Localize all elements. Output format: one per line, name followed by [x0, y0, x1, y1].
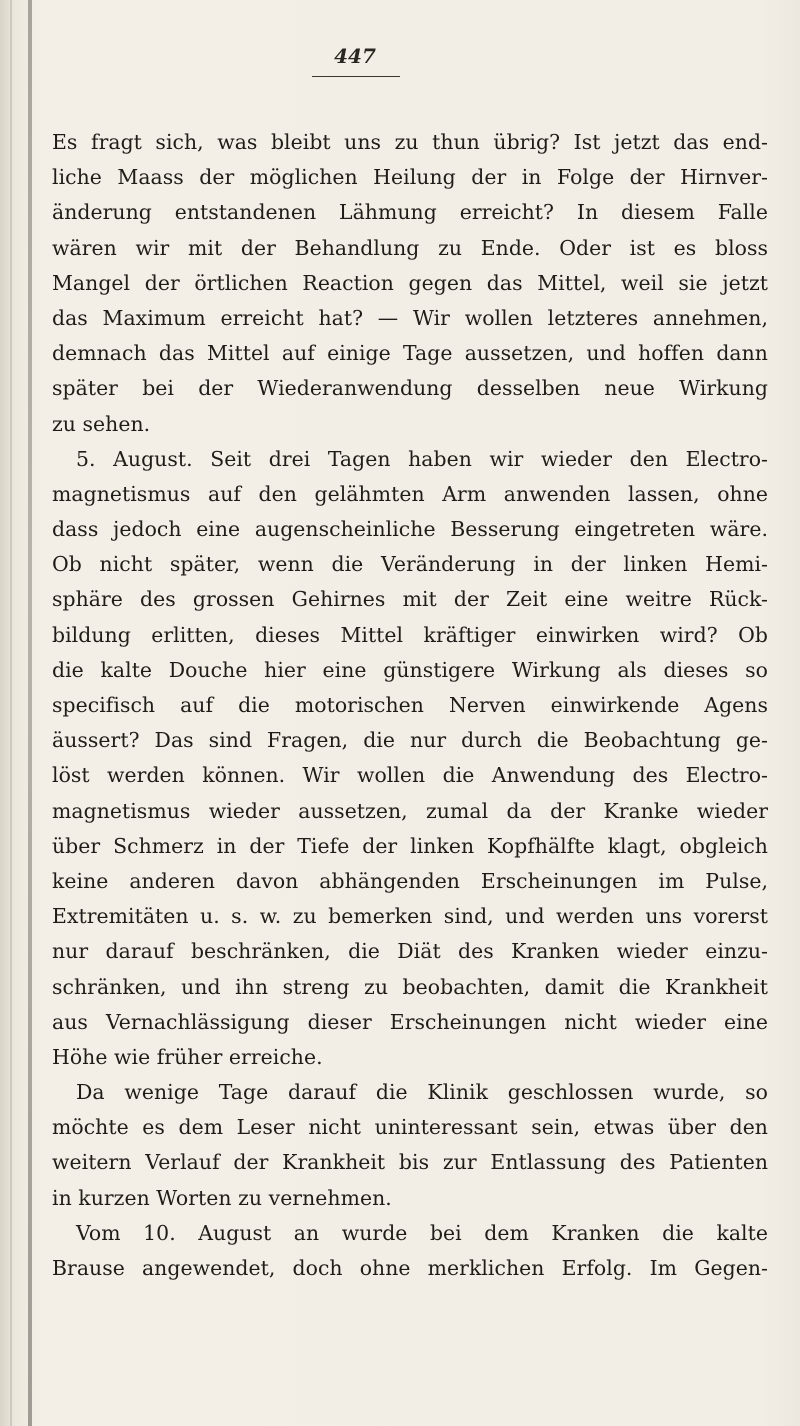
text-line: über Schmerz in der Tiefe der linken Kopfhälfte klagt, obgleich: [52, 833, 768, 858]
text-line: bildung erlitten, dieses Mittel kräftiger einwirken wird? Ob: [52, 622, 768, 647]
text-line: die kalte Douche hier eine günstigere Wirkung als dieses so: [52, 657, 768, 682]
text-line: magnetismus wieder aussetzen, zumal da der Kranke wieder: [52, 798, 768, 823]
text-line: das Maximum erreicht hat? — Wir wollen letzteres annehmen,: [52, 305, 768, 330]
text-line: äussert? Das sind Fragen, die nur durch die Beobachtung ge-: [52, 728, 768, 753]
text-line: specifisch auf die motorischen Nerven einwirkende Agens: [52, 693, 768, 717]
page-number: 447: [334, 44, 376, 68]
text-line: keine anderen davon abhängenden Erscheinungen im Pulse,: [52, 868, 768, 893]
text-line: dass jedoch eine augenscheinliche Besserung eingetreten wäre.: [52, 517, 768, 542]
text-line: demnach das Mittel auf einige Tage aussetzen, und hoffen dann: [52, 341, 768, 366]
text-line: schränken, und ihn streng zu beobachten, damit die Krankheit: [52, 974, 768, 999]
text-line: Es fragt sich, was bleibt uns zu thun übrig? Ist jetzt das end-: [52, 130, 768, 154]
text-line: später bei der Wiederanwendung desselben neue Wirkung: [52, 376, 768, 401]
text-line: Höhe wie früher erreiche.: [52, 1044, 323, 1069]
text-line: aus Vernachlässigung dieser Erscheinungen nicht wieder eine: [52, 1009, 768, 1034]
text-line: nur darauf beschränken, die Diät des Kranken wieder einzu-: [52, 939, 768, 964]
body-text: [52, 125, 768, 1286]
text-line: magnetismus auf den gelähmten Arm anwenden lassen, ohne: [52, 481, 768, 506]
text-line: Brause angewendet, doch ohne merklichen Erfolg. Im Gegen-: [52, 1256, 768, 1280]
text-line: löst werden können. Wir wollen die Anwendung des Electro-: [52, 763, 768, 788]
text-line: in kurzen Worten zu vernehmen.: [52, 1185, 392, 1210]
page-edge-shadow: [10, 0, 12, 1426]
text-line: liche Maass der möglichen Heilung der in Folge der Hirnver-: [52, 165, 768, 190]
text-line: sphäre des grossen Gehirnes mit der Zeit eine weitre Rück-: [52, 587, 768, 612]
text-line: möchte es dem Leser nicht uninteressant sein, etwas über den: [52, 1115, 768, 1140]
text-line: änderung entstandenen Lähmung erreicht? In diesem Falle: [52, 200, 768, 225]
text-line: Vom 10. August an wurde bei dem Kranken die kalte: [76, 1220, 768, 1245]
text-line: zu sehen.: [52, 411, 151, 436]
page-number-underline: [312, 76, 400, 77]
text-line: Extremitäten u. s. w. zu bemerken sind, und werden uns vorerst: [52, 904, 768, 929]
text-line: Da wenige Tage darauf die Klinik geschlossen wurde, so: [76, 1080, 768, 1105]
text-line: 5. August. Seit drei Tagen haben wir wieder den Electro-: [76, 446, 768, 471]
text-line: weitern Verlauf der Krankheit bis zur Entlassung des Patienten: [52, 1150, 768, 1175]
text-line: wären wir mit der Behandlung zu Ende. Oder ist es bloss: [52, 235, 768, 260]
text-line: Ob nicht später, wenn die Veränderung in der linken Hemi-: [52, 552, 768, 577]
text-line: Mangel der örtlichen Reaction gegen das Mittel, weil sie jetzt: [52, 270, 768, 295]
binding-edge: [28, 0, 32, 1426]
